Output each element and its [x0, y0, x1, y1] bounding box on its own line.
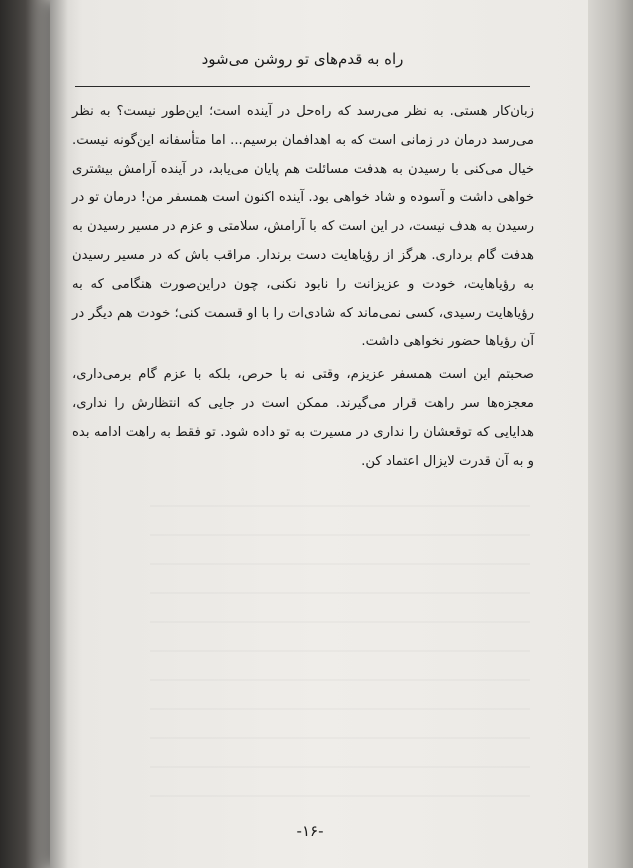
page-number: -۱۶-	[296, 822, 324, 840]
spine-shadow	[50, 0, 68, 868]
page-edge	[588, 0, 633, 868]
header-rule	[75, 86, 530, 87]
paragraph-1: زبان‌کار هستی. به نظر می‌رسد که راه‌حل در آینده است؛ این‌طور نیست؟ به نظر می‌رسد درمان در زمانی است که به اهدافمان برسیم... اما متأسفانه این‌گونه نیست. خیال می‌کنی با رسیدن به هدفت مسائلت هم پایان می‌یابد، در آینده آرامش بیشتری خواهی داشت و آسوده و شاد خواهی بود. آینده اکنون است همسفر من! درمان تو در رسیدن به هدف نیست، در این است که با آرامش، سلامتی و عزم در مسیر رسیدن به هدفت گام برداری. هرگز از رؤیاهایت دست برندار. مراقب باش که در مسیر رسیدن به رؤیاهایت، خودت و عزیزانت را نابود نکنی، چون دراین‌صورت هنگامی که به رؤیاهایت رسیدی، کسی نمی‌ماند که شادی‌ات را با او قسمت کنی؛ خودت هم دیگر در آن رؤیاها حضور نخواهی داشت.	[72, 104, 534, 350]
show-through-text	[150, 505, 530, 805]
running-header: راه به قدم‌های تو روشن می‌شود	[201, 50, 404, 68]
page-body	[72, 98, 534, 476]
paragraph-2: صحبتم این است همسفر عزیزم، وقتی نه با حرص، بلکه با عزم گام برمی‌داری، معجزه‌ها سر راهت قرار می‌گیرند. ممکن است در جایی که انتظارش را نداری، هدایایی که توقعشان را نداری در مسیرت به تو داده شود. تو فقط به راهت ادامه بده و به آن قدرت لایزال اعتماد کن.	[72, 367, 534, 469]
